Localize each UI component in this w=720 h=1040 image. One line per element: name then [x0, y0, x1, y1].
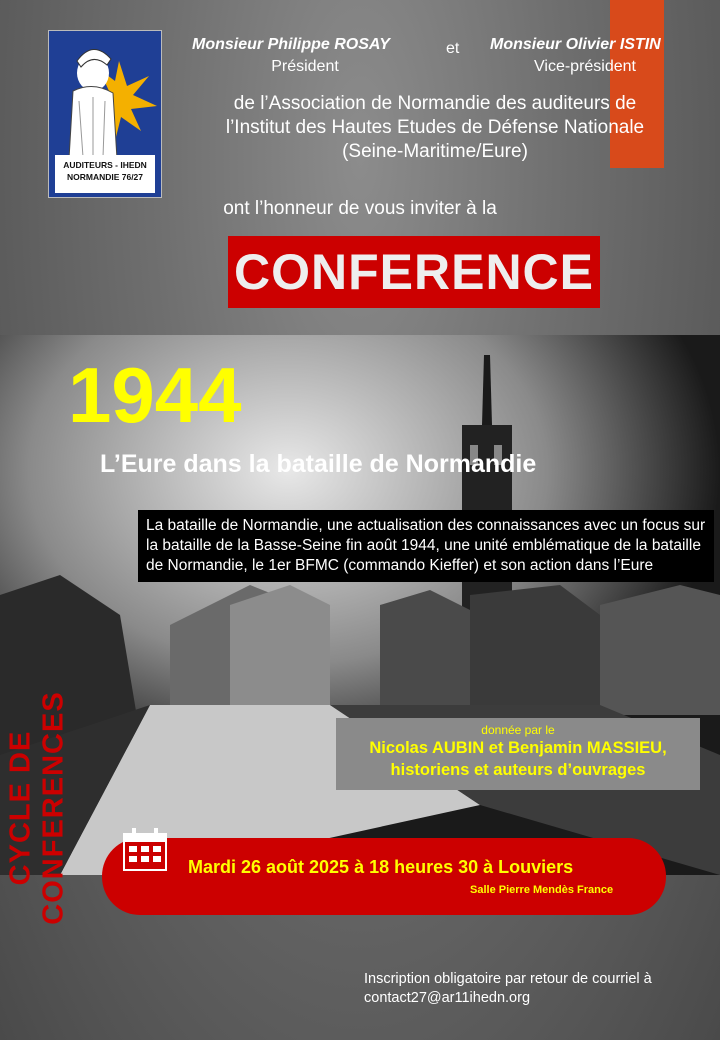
event-date: Mardi 26 août 2025 à 18 heures 30 à Louviers [188, 857, 574, 877]
speaker-names-line2: historiens et auteurs d’ouvrages [390, 761, 646, 779]
calendar-icon [122, 826, 168, 872]
association-line1: de l’Association de Normandie des auditeurs de [233, 93, 637, 114]
event-venue: Salle Pierre Mendès France [470, 884, 614, 896]
logo-caption-line1: AUDITEURS - IHEDN [63, 160, 147, 170]
athena-sun-icon [49, 31, 161, 161]
registration-info [364, 970, 704, 1008]
speaker-box [336, 718, 700, 790]
president-name: Monsieur Philippe ROSAY [192, 36, 390, 53]
invitation-text: ont l’honneur de vous inviter à la [223, 198, 497, 219]
vice-president-name: Monsieur Olivier ISTIN [490, 36, 661, 53]
association-line3: (Seine-Maritime/Eure) [342, 141, 528, 162]
logo-caption-line2: NORMANDIE 76/27 [66, 172, 144, 182]
association-line2: l’Institut des Hautes Etudes de Défense Nationale [225, 117, 645, 138]
president-role: Président [271, 58, 339, 75]
registration-email[interactable]: contact27@ar11ihedn.org [364, 990, 531, 1006]
event-description: La bataille de Normandie, une actualisation des connaissances avec un focus sur la bataille de la Basse-Seine fin août 1944, une unité emblématique de la bataille de Normandie, le 1er BFMC (commando Kieffer) et son action dans l’Eure [138, 510, 714, 582]
association-text [150, 92, 720, 164]
speaker-names-line1: Nicolas AUBIN et Benjamin MASSIEU, [369, 739, 667, 757]
conjunction-text: et [446, 40, 460, 57]
event-subtitle: L’Eure dans la bataille de Normandie [100, 450, 537, 478]
event-year: 1944 [68, 351, 242, 439]
cycle-conferences-label: CYCLE DE CONFERENCES [4, 691, 70, 925]
speaker-intro: donnée par le [481, 723, 555, 737]
registration-line1: Inscription obligatoire par retour de courriel à [364, 971, 652, 987]
association-logo [48, 30, 162, 198]
conference-title: CONFERENCE [228, 236, 600, 308]
vice-president-role: Vice-président [534, 58, 636, 75]
